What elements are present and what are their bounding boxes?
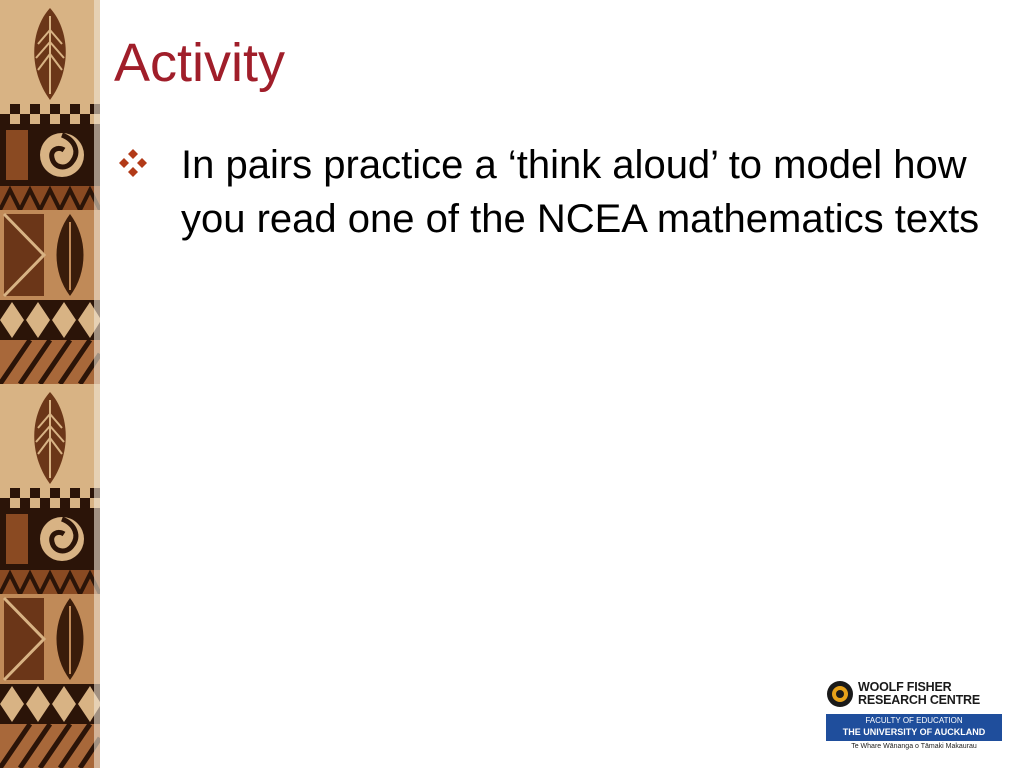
logo-faculty: FACULTY OF EDUCATION — [865, 716, 963, 725]
logo-tagline: Te Whare Wānanga o Tāmaki Makaurau — [851, 743, 977, 750]
bullet-item — [118, 138, 1008, 246]
logo-university: THE UNIVERSITY OF AUCKLAND — [842, 727, 986, 737]
woolf-fisher-logo — [826, 678, 1002, 754]
logo-line-1: WOOLF FISHER — [858, 680, 952, 694]
bullet-list — [118, 138, 1008, 246]
woolf-fisher-emblem-icon — [826, 680, 854, 708]
diamond-bullet-icon — [118, 148, 148, 178]
tapa-border-decoration — [0, 0, 100, 768]
slide-title: Activity — [114, 33, 286, 93]
bullet-text: In pairs practice a ‘think aloud’ to model how you read one of the NCEA mathematics texts — [181, 143, 980, 241]
logo-line-2: RESEARCH CENTRE — [858, 693, 981, 707]
logo-university-band — [826, 714, 1002, 741]
logo-name — [858, 681, 980, 707]
